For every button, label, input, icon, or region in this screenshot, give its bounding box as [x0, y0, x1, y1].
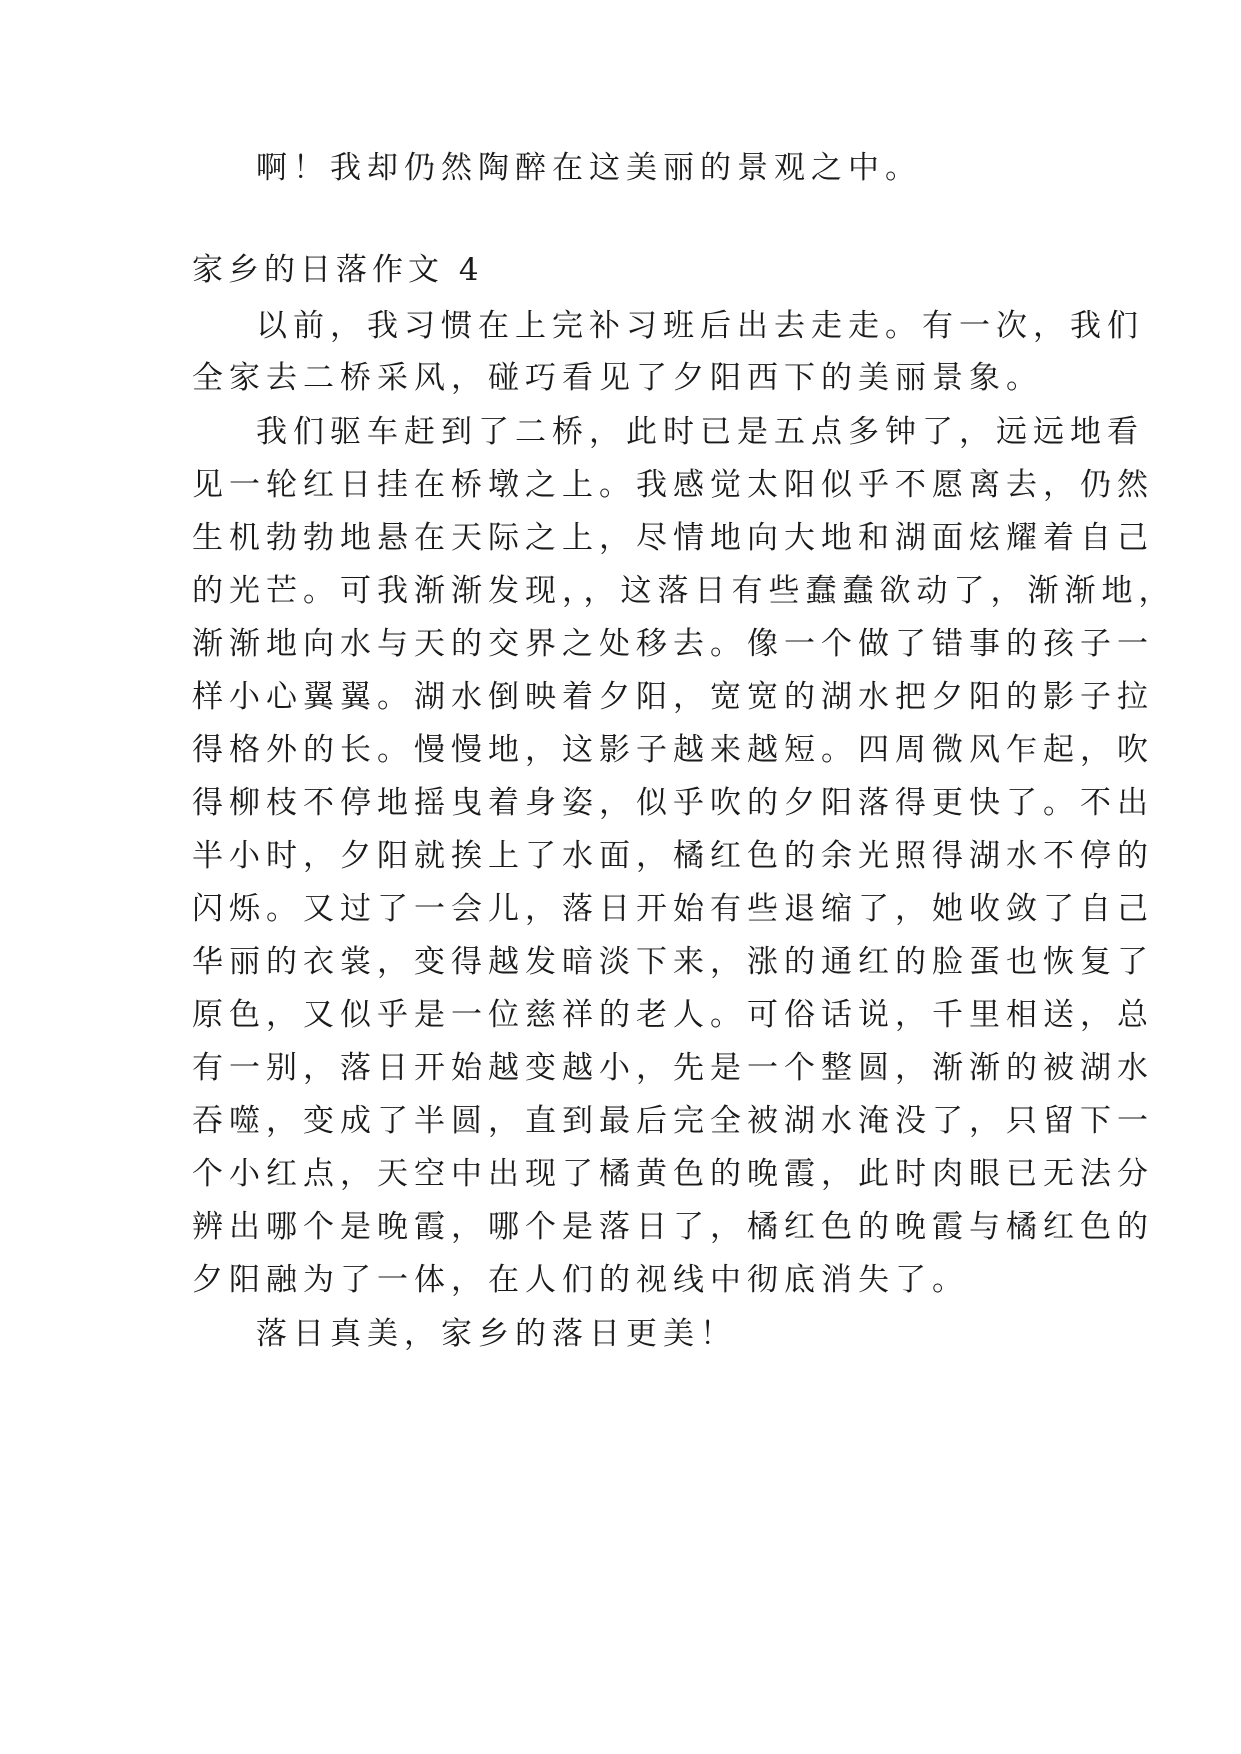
paragraph-2-line-17: 夕阳融为了一体，在人们的视线中彻底消失了。 — [192, 1262, 969, 1298]
paragraph-2-line-14: 吞噬，变成了半圆，直到最后完全被湖水淹没了，只留下一 — [192, 1103, 1154, 1139]
paragraph-2-line-3: 生机勃勃地悬在天际之上，尽情地向大地和湖面炫耀着自己 — [192, 520, 1154, 556]
paragraph-2-line-15: 个小红点，天空中出现了橘黄色的晚霞，此时肉眼已无法分 — [192, 1156, 1154, 1192]
paragraph-2-line-4: 的光芒。可我渐渐发现，，这落日有些蠢蠢欲动了，渐渐地， — [192, 573, 1176, 609]
paragraph-2-line-5: 渐渐地向水与天的交界之处移去。像一个做了错事的孩子一 — [192, 626, 1154, 662]
paragraph-1-line-1: 以前，我习惯在上完补习班后出去走走。有一次，我们 — [256, 308, 1144, 344]
paragraph-2-line-11: 华丽的衣裳，变得越发暗淡下来，涨的通红的脸蛋也恢复了 — [192, 944, 1154, 980]
paragraph-2-line-9: 半小时，夕阳就挨上了水面，橘红色的余光照得湖水不停的 — [192, 838, 1154, 874]
paragraph-2-line-7: 得格外的长。慢慢地，这影子越来越短。四周微风乍起，吹 — [192, 732, 1154, 768]
paragraph-2-line-10: 闪烁。又过了一会儿，落日开始有些退缩了，她收敛了自己 — [192, 891, 1154, 927]
closing-line: 落日真美，家乡的落日更美！ — [256, 1316, 737, 1352]
section-title: 家乡的日落作文 4 — [192, 252, 484, 288]
paragraph-2-line-12: 原色，又似乎是一位慈祥的老人。可俗话说，千里相送，总 — [192, 997, 1154, 1033]
paragraph-2-line-13: 有一别，落日开始越变越小，先是一个整圆，渐渐的被湖水 — [192, 1050, 1154, 1086]
paragraph-2-line-2: 见一轮红日挂在桥墩之上。我感觉太阳似乎不愿离去，仍然 — [192, 467, 1154, 503]
paragraph-2-line-6: 样小心翼翼。湖水倒映着夕阳，宽宽的湖水把夕阳的影子拉 — [192, 679, 1154, 715]
paragraph-2-line-8: 得柳枝不停地摇曳着身姿，似乎吹的夕阳落得更快了。不出 — [192, 785, 1154, 821]
paragraph-2-line-16: 辨出哪个是晚霞，哪个是落日了，橘红色的晚霞与橘红色的 — [192, 1209, 1154, 1245]
opening-line: 啊！我却仍然陶醉在这美丽的景观之中。 — [256, 150, 922, 186]
paragraph-2-line-1: 我们驱车赶到了二桥，此时已是五点多钟了，远远地看 — [256, 414, 1144, 450]
paragraph-1-line-2: 全家去二桥采风，碰巧看见了夕阳西下的美丽景象。 — [192, 360, 1043, 396]
